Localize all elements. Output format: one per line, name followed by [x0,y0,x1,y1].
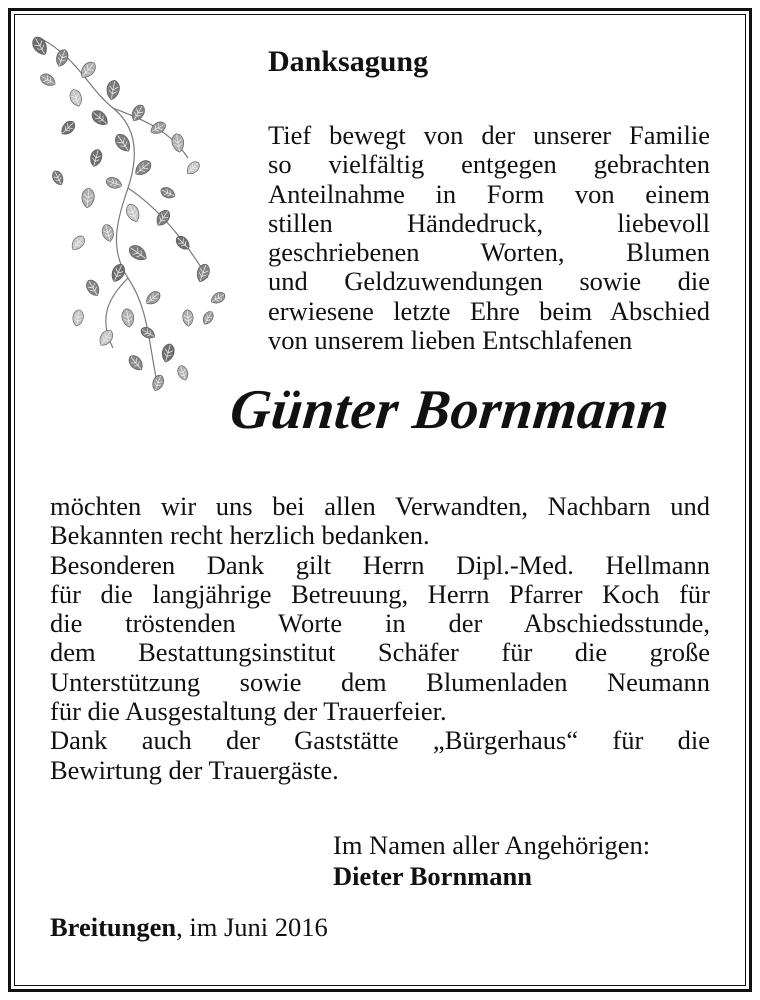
ivy-leaf-icon [112,131,134,154]
ivy-leaf-icon [38,71,57,88]
name-flourish [185,446,710,466]
ivy-leaf-icon [121,308,136,328]
thanks-paragraph [50,492,710,785]
ivy-leaf-icon [171,133,186,153]
ivy-leaf-icon [126,353,146,374]
intro-line: stillen Händedruck, liebevoll [268,207,710,238]
place-date [50,912,328,943]
ivy-leaf-icon [89,107,111,128]
ivy-leaf-icon [54,48,70,68]
intro-line: von unserem lieben Entschlafenen [268,325,633,356]
date: , im Juni 2016 [176,912,328,942]
intro-paragraph [268,121,710,355]
ivy-leaf-icon [201,310,216,327]
body-line: Bekannten recht herzlich bedanken. [50,520,430,551]
intro-line: und Geldzuwendungen sowie die [268,266,710,297]
ivy-leaf-icon [132,157,154,178]
page-title: Danksagung [268,45,429,78]
intro-line: geschriebenen Worten, Blumen [268,237,710,268]
ivy-leaf-icon [182,309,194,326]
body-line: die tröstenden Worte in der Abschiedsstunde, [50,608,710,639]
ivy-leaf-icon [100,223,115,243]
ivy-leaf-icon [159,185,177,200]
body-line: dem Bestattungsinstitut Schäfer für die große [50,637,710,668]
ivy-leaf-icon [96,328,115,349]
ivy-leaf-icon [50,169,65,187]
ivy-leaf-icon [81,188,95,209]
intro-line: Anteilnahme in Form von einem [268,178,710,209]
ivy-leaf-icon [184,159,202,177]
ivy-leaf-icon [30,34,51,57]
ivy-leaf-icon [104,175,123,190]
ivy-leaf-icon [68,88,84,108]
body-line: Besonderen Dank gilt Herrn Dipl.-Med. Hellmann [50,549,710,580]
ivy-leaf-icon [174,234,193,253]
intro-line: erwiesene letzte Ehre beim Abschied [268,295,710,326]
body-line: Dank auch der Gaststätte „Bürgerhaus“ für die [50,725,710,756]
ivy-leaf-icon [160,342,176,363]
ivy-leaf-icon [143,289,162,308]
signature-name: Dieter Bornmann [333,861,532,891]
signature-intro: Im Namen aller Angehörigen: [333,830,651,860]
ivy-leaf-icon [209,290,227,306]
body-line: Bewirtung der Trauergäste. [50,754,339,785]
ivy-leaf-icon [88,148,103,168]
ivy-leaf-icon [124,202,143,224]
deceased-name: Günter Bornmann [227,379,673,441]
place: Breitungen [50,912,177,942]
ivy-leaf-icon [69,233,88,252]
signature-block [333,830,650,892]
ivy-leaf-icon [84,278,102,299]
ivy-leaf-icon [126,242,149,264]
body-line: Unterstützung sowie dem Blumenladen Neumann [50,666,710,697]
ivy-leaf-icon [194,262,211,284]
body-line: für die langjährige Betreuung, Herrn Pfarrer Koch für [50,578,710,609]
body-line: möchten wir uns bei allen Verwandten, Nachbarn und [50,491,710,521]
intro-line: Tief bewegt von der unserer Familie [268,120,710,150]
ivy-leaf-icon [77,59,98,81]
ivy-leaf-icon [109,262,128,284]
ivy-leaf-icon [150,373,165,392]
body-line: für die Ausgestaltung der Trauerfeier. [50,696,447,727]
ivy-leaves-icon [18,18,238,398]
intro-line: so vielfältig entgegen gebrachten [268,149,710,180]
ivy-leaf-icon [129,103,147,124]
ivy-leaf-icon [105,79,121,101]
ivy-leaf-icon [71,309,84,327]
ivy-leaf-icon [59,119,78,138]
ivy-leaf-icon [139,325,157,341]
